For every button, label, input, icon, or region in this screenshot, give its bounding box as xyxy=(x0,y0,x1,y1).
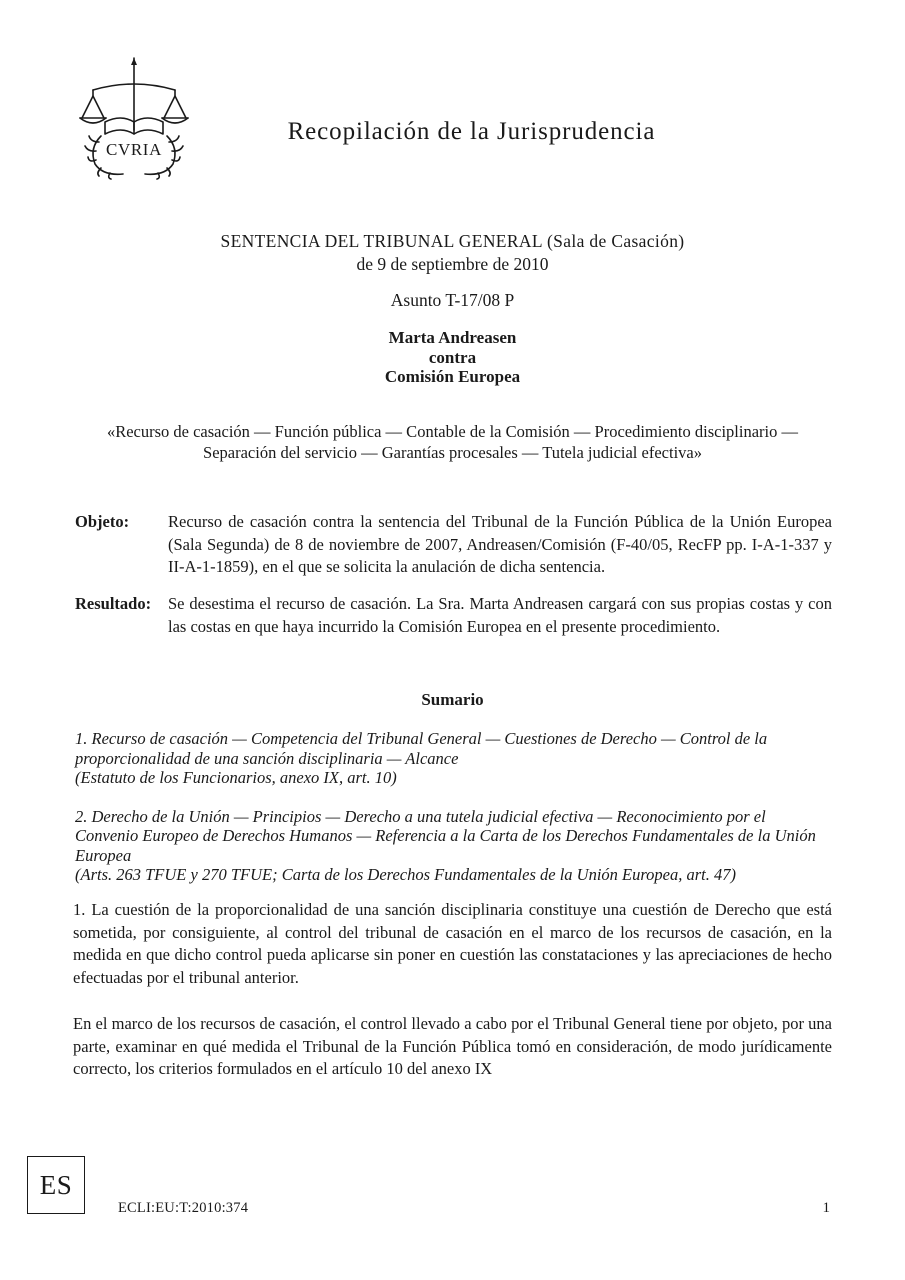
summary-item xyxy=(75,729,832,788)
summary-item-reference: (Arts. 263 TFUE y 270 TFUE; Carta de los Derechos Fundamentales de la Unión Europea, art. 47) xyxy=(75,865,736,884)
svg-text:CVRIA: CVRIA xyxy=(106,140,162,159)
respondent-name: Comisión Europea xyxy=(384,367,521,386)
masthead xyxy=(75,52,830,182)
resultado-text: Se desestima el recurso de casación. La Sra. Marta Andreasen cargará con sus propias costas y con las costas en que haya incurrido la Comisión Europea en el presente procedimiento. xyxy=(168,594,832,636)
publication-title: Recopilación de la Jurisprudencia xyxy=(287,118,656,145)
page-number: 1 xyxy=(822,1200,830,1216)
resultado-block xyxy=(75,593,832,638)
objeto-text: Recurso de casación contra la sentencia del Tribunal de la Función Pública de la Unión Europea (Sala Segunda) de 8 de noviembre de 2007, Andreasen/Comisión (F-40/05, RecFP pp. I-A-1-337 y II-A-1-1859), en el que se solicita la anulación de dicha sentencia. xyxy=(168,512,832,576)
language-code-box: ES xyxy=(27,1156,85,1214)
judgment-date: de 9 de septiembre de 2010 xyxy=(356,254,549,274)
body-text xyxy=(73,899,832,1105)
objeto-label: Objeto: xyxy=(75,512,130,531)
versus-label: contra xyxy=(428,347,477,367)
summary-list xyxy=(75,729,832,904)
summary-item-text: 1. Recurso de casación — Competencia del Tribunal General — Cuestiones de Derecho — Control de la proporcionalidad de una sanción disciplinaria — Alcance xyxy=(75,729,768,768)
resultado-label: Resultado: xyxy=(75,594,152,613)
sumario-heading: Sumario xyxy=(421,690,484,709)
summary-item xyxy=(75,807,832,885)
cvria-court-of-justice-logo-icon xyxy=(75,52,193,180)
body-paragraph: 1. La cuestión de la proporcionalidad de una sanción disciplinaria constituye una cuestión de Derecho que está sometida, por consiguiente, al control del tribunal de casación en el marco de los recursos de casación, en la medida en que dicho control pueda aplicarse sin poner en cuestión las constataciones y las apreciaciones de hecho efectuadas por el tribunal anterior. xyxy=(73,900,832,987)
parties-block xyxy=(75,328,830,387)
court-chamber-line: SENTENCIA DEL TRIBUNAL GENERAL (Sala de Casación) xyxy=(220,231,685,251)
body-paragraph: En el marco de los recursos de casación, el control llevado a cabo por el Tribunal General tiene por objeto, por una parte, examinar en qué medida el Tribunal de la Función Pública tomó en consideración, de modo jurídicamente correcto, los criterios formulados en el artículo 10 del anexo IX xyxy=(73,1014,832,1078)
keywords-line: «Recurso de casación — Función pública — Contable de la Comisión — Procedimiento disciplinario — Separación del servicio — Garantías procesales — Tutela judicial efectiva» xyxy=(106,422,799,462)
ecli-identifier: ECLI:EU:T:2010:374 xyxy=(118,1200,249,1216)
objeto-block xyxy=(75,511,832,579)
summary-item-text: 2. Derecho de la Unión — Principios — Derecho a una tutela judicial efectiva — Reconocimiento por el Convenio Europeo de Derechos Humanos — Referencia a la Carta de los Derechos Fundamentales de la Unión Europea xyxy=(75,806,816,865)
summary-item-reference: (Estatuto de los Funcionarios, anexo IX, art. 10) xyxy=(75,768,397,787)
applicant-name: Marta Andreasen xyxy=(388,328,517,347)
case-number: Asunto T-17/08 P xyxy=(390,290,515,310)
